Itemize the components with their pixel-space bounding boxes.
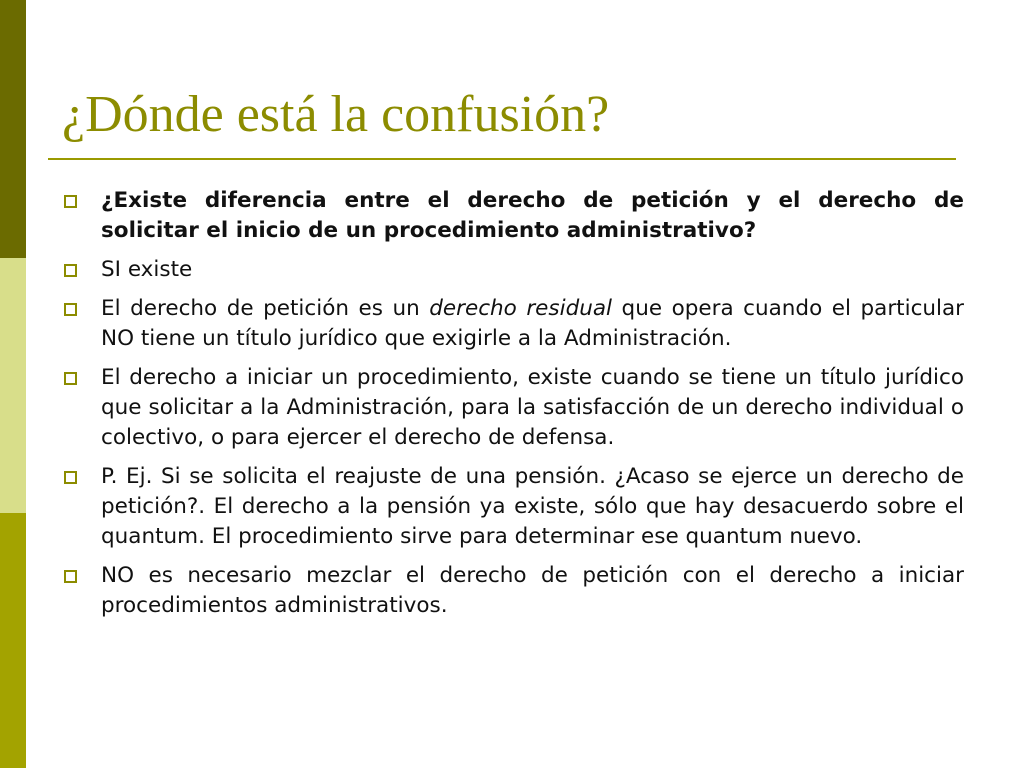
square-bullet-icon bbox=[64, 303, 77, 316]
bullet-text-after: que opera cuando el particular NO tiene un título jurídico que exigirle a la Administración. bbox=[101, 296, 964, 351]
bullet-text: SI existe bbox=[101, 257, 193, 282]
bullet-item-derecho-residual bbox=[62, 294, 964, 354]
bullet-item-conclusion bbox=[62, 561, 964, 621]
bullet-text bbox=[101, 294, 964, 354]
bullet-list bbox=[62, 186, 964, 630]
bullet-item-iniciar-procedimiento bbox=[62, 363, 964, 453]
bullet-text: NO es necesario mezclar el derecho de petición con el derecho a iniciar procedimientos administrativos. bbox=[101, 563, 964, 618]
decor-bar-middle bbox=[0, 258, 26, 513]
bullet-text: ¿Existe diferencia entre el derecho de petición y el derecho de solicitar el inicio de un procedimiento administrativo? bbox=[101, 188, 964, 243]
square-bullet-icon bbox=[64, 570, 77, 583]
bullet-text: El derecho a iniciar un procedimiento, existe cuando se tiene un título jurídico que solicitar a la Administración, para la satisfacción de un derecho individual o colectivo, o para ejercer el derecho de defensa. bbox=[101, 365, 964, 450]
slide-title: ¿Dónde está la confusión? bbox=[62, 86, 610, 143]
bullet-item-ejemplo-pension bbox=[62, 462, 964, 552]
bullet-text: P. Ej. Si se solicita el reajuste de una pensión. ¿Acaso se ejerce un derecho de petición?. El derecho a la pensión ya existe, sólo que hay desacuerdo sobre el quantum. El procedimiento sirve para determinar ese quantum nuevo. bbox=[101, 464, 964, 549]
title-underline bbox=[48, 158, 956, 160]
square-bullet-icon bbox=[64, 195, 77, 208]
bullet-item-si-existe bbox=[62, 255, 964, 285]
decor-bar-bottom bbox=[0, 513, 26, 768]
decor-bar-top bbox=[0, 0, 26, 258]
square-bullet-icon bbox=[64, 372, 77, 385]
bullet-text-emphasis: derecho residual bbox=[429, 296, 613, 321]
bullet-text-before: El derecho de petición es un bbox=[101, 296, 430, 321]
square-bullet-icon bbox=[64, 264, 77, 277]
bullet-item-question bbox=[62, 186, 964, 246]
square-bullet-icon bbox=[64, 471, 77, 484]
